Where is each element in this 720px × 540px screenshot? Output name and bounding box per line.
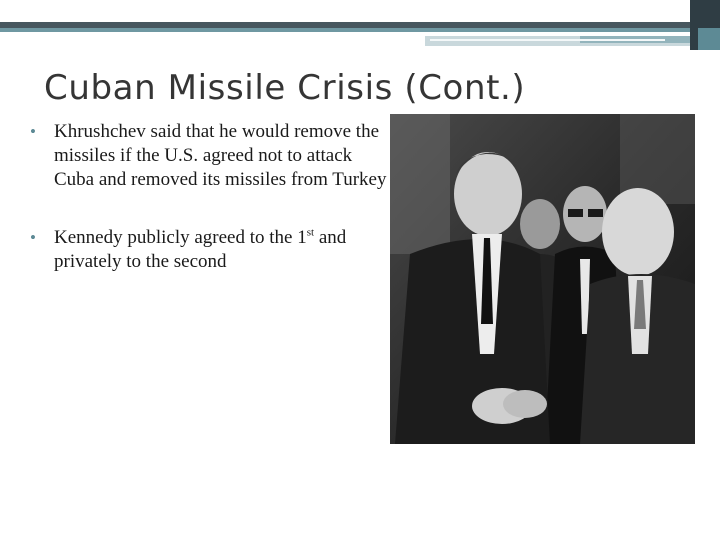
bullet-text-part: and privately to the second <box>54 227 347 272</box>
photo-illustration <box>390 114 695 444</box>
photo <box>390 114 695 444</box>
bullet-marker: • <box>30 228 36 247</box>
bullet-marker: • <box>30 122 36 141</box>
bullet-list <box>30 120 390 274</box>
bullet-superscript: st <box>306 226 315 239</box>
bullet-text: Khrushchev said that he would remove the missiles if the U.S. agreed not to attack Cuba and removed its missiles from Turkey <box>54 121 387 190</box>
bullet-item <box>30 120 390 192</box>
bullet-text-part: Kennedy publicly agreed to the 1 <box>54 227 307 248</box>
header-band-line <box>430 39 665 41</box>
bullet-item <box>30 226 390 274</box>
header-band-teal <box>0 28 720 32</box>
header-corner-accent <box>698 28 720 50</box>
slide-title: Cuban Missile Crisis (Cont.) <box>44 68 526 108</box>
